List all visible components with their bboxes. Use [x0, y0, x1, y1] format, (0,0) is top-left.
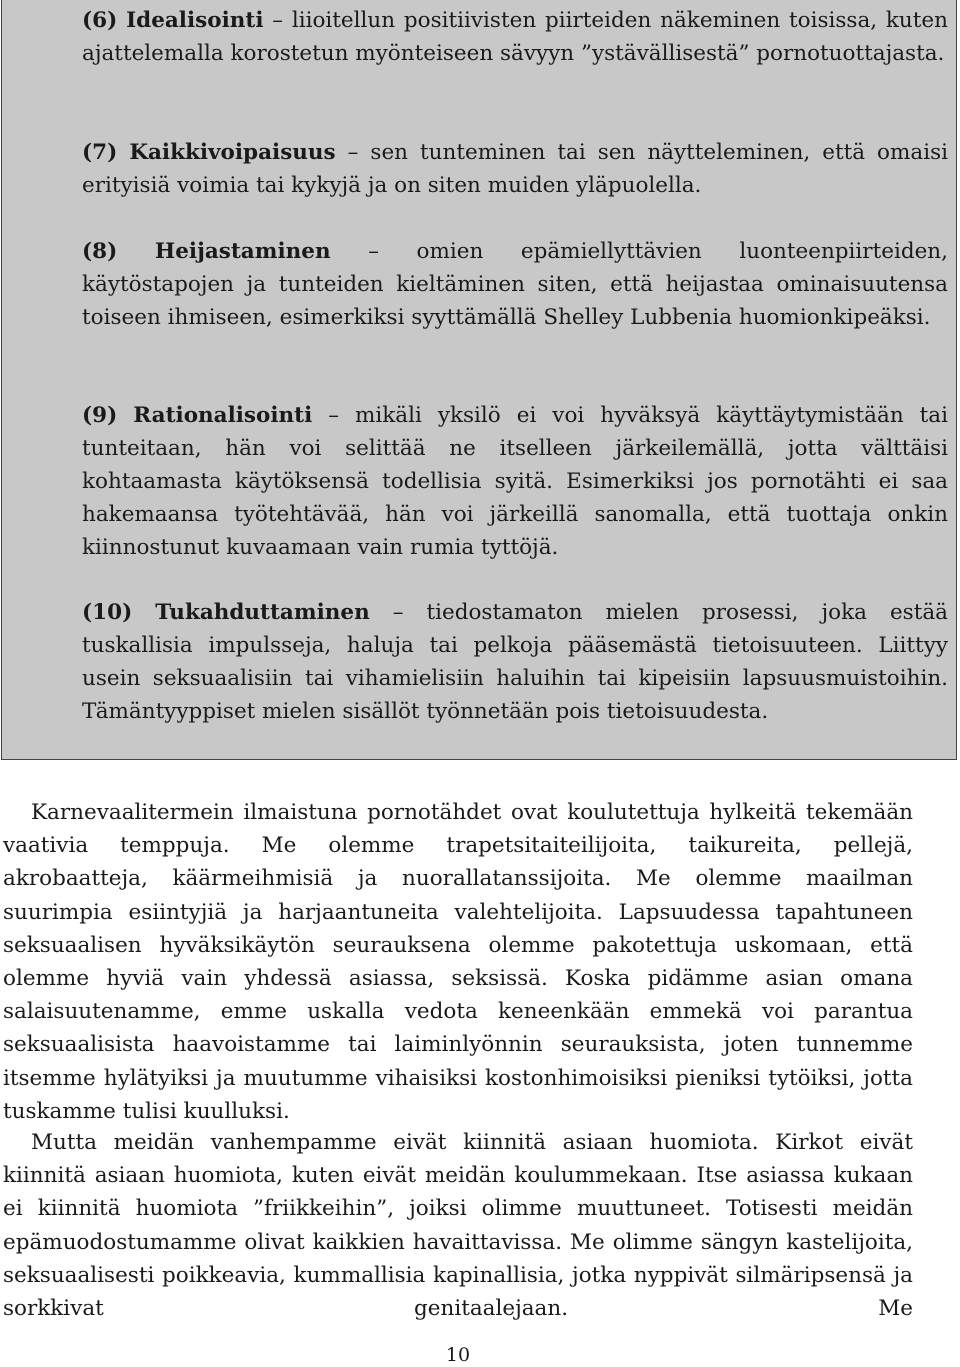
- definition-number: (10): [82, 600, 133, 625]
- definition-number: (9): [82, 403, 118, 428]
- definition-number: (6): [82, 8, 118, 33]
- body-paragraph: Mutta meidän vanhempamme eivät kiinnitä asiaan huomiota. Kirkot eivät kiinnitä asiaan huomiota, kuten eivät meidän koulummekaan. Itse asiassa kukaan ei kiinnitä huomiota ”friikkeihin”, joiksi olimme muuttuneet. Totisesti meidän epämuodostumamme olivat kaikkien havaittavissa. Me olimme sängyn kastelijoita, seksuaalisesti poikkeavia, kummallisia kapinallisia, jotka nyppivät silmäripsensä ja sorkkivat genitaalejaan. Me: [3, 1130, 913, 1322]
- definition-text: – mikäli yksilö ei voi hyväksyä käyttäytymistään tai tunteitaan, hän voi selittää ne itselleen järkeilemällä, jotta välttäisi kohtaamasta käytöksensä todellisia syitä. Esimerkiksi jos pornotähti ei saa hakemaansa työtehtävää, hän voi järkeillä sanomalla, että tuottaja onkin kiinnostunut kuvaamaan vain rumia tyttöjä.: [82, 403, 948, 560]
- body-paragraph: Karnevaalitermein ilmaistuna pornotähdet ovat koulutettuja hylkeitä tekemään vaativia temppuja. Me olemme trapetsitaiteilijoita, taikureita, pellejä, akrobaatteja, käärmeihmisiä ja nuorallatanssijoita. Me olemme maailman suurimpia esiintyjiä ja harjaantuneita valehtelijoita. Lapsuudessa tapahtuneen seksuaalisen hyväksikäytön seurauksena olemme pakotettuja uskomaan, että olemme hyviä vain yhdessä asiassa, seksissä. Koska pidämme asian omana salaisuutenamme, emme uskalla vedota keneenkään emmekä voi parantua seksuaalisista haavoistamme tai laiminlyönnin seurauksista, joten tunnemme itsemme hylätyiksi ja muutumme vihaisiksi kostonhimoisiksi pieniksi tytöiksi, jotta tuskamme tulisi kuulluksi.: [3, 800, 913, 1124]
- definition-term: Heijastaminen: [154, 239, 331, 264]
- definition-item-kaikkivoipaisuus: [82, 136, 948, 202]
- definition-number: (7): [82, 140, 118, 165]
- definition-term: Rationalisointi: [133, 403, 313, 428]
- definition-term: Idealisointi: [126, 8, 264, 33]
- definition-item-rationalisointi: [82, 399, 948, 564]
- definition-number: (8): [82, 239, 118, 264]
- definition-item-tukahduttaminen: [82, 596, 948, 728]
- definition-term: Kaikkivoipaisuus: [129, 140, 336, 165]
- definition-item-idealisointi: [82, 4, 948, 70]
- definition-text: – tiedostamaton mielen prosessi, joka estää tuskallisia impulsseja, haluja tai pelkoja pääsemästä tietoisuuteen. Liittyy usein seksuaalisiin tai vihamielisiin haluihin tai kipeisiin lapsuusmuistoihin. Tämäntyyppiset mielen sisällöt työnnetään pois tietoisuudesta.: [82, 600, 948, 724]
- definition-item-heijastaminen: [82, 235, 948, 334]
- definition-text: – liioitellun positiivisten piirteiden näkeminen toisissa, kuten ajattelemalla korostetun myönteiseen sävyyn ”ystävällisestä” pornotuottajasta.: [82, 8, 948, 66]
- definition-term: Tukahduttaminen: [155, 600, 370, 625]
- definition-text: – omien epämiellyttävien luonteenpiirteiden, käytöstapojen ja tunteiden kieltäminen siten, että heijastaa ominaisuutensa toiseen ihmiseen, esimerkiksi syyttämällä Shelley Lubbenia huomionkipeäksi.: [82, 239, 948, 330]
- shaded-definition-box: [1, 0, 957, 760]
- page-number: 10: [445, 1344, 471, 1366]
- definition-text: – sen tunteminen tai sen näytteleminen, että omaisi erityisiä voimia tai kykyjä ja on siten muiden yläpuolella.: [82, 140, 948, 198]
